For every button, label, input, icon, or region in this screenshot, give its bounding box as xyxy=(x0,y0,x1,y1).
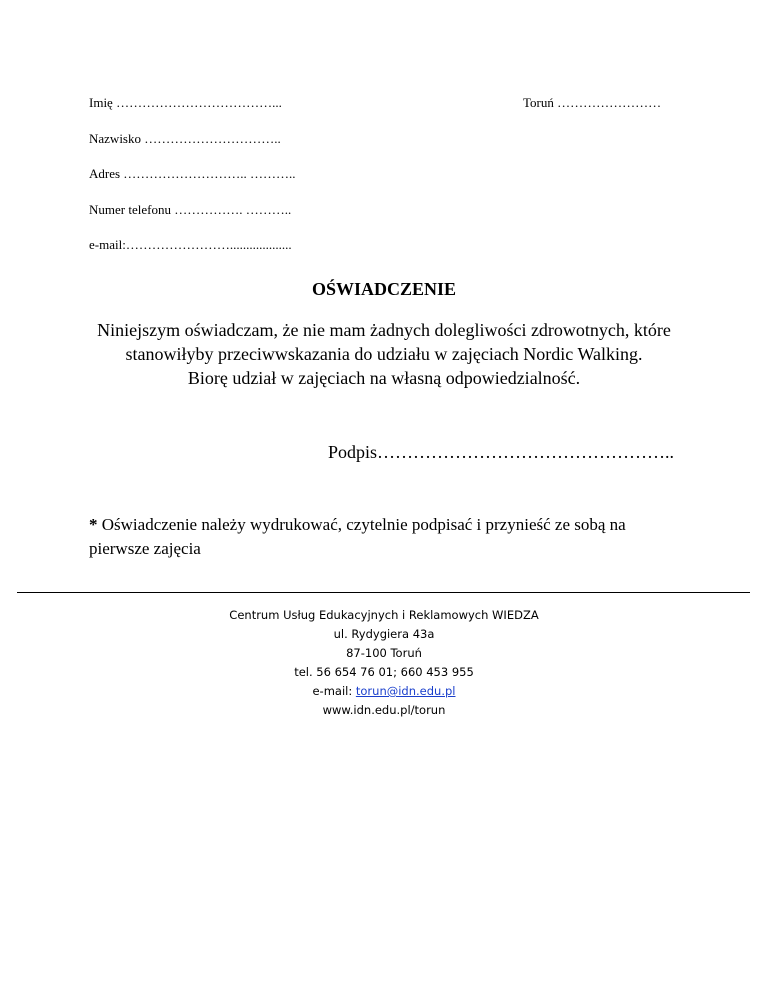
footer-org: Centrum Usług Edukacyjnych i Reklamowych WIEDZA xyxy=(229,608,539,622)
declaration-line-3: Biorę udział w zajęciach na własną odpowiedzialność. xyxy=(187,368,581,388)
declaration-line-2: stanowiłyby przeciwwskazania do udziału w zajęciach Nordic Walking. xyxy=(125,344,643,364)
declaration-line-1: Niniejszym oświadczam, że nie mam żadnych dolegliwości zdrowotnych, które xyxy=(97,320,671,340)
email-field: e-mail:……………………................... xyxy=(89,237,292,252)
address-field: Adres ……………………….. ……….. xyxy=(89,166,296,181)
footnote-asterisk: * xyxy=(89,515,98,534)
signature-line: Podpis………………………………………….. xyxy=(328,442,675,462)
footer-email-link[interactable]: torun@idn.edu.pl xyxy=(355,684,456,698)
footer-phone: tel. 56 654 76 01; 660 453 955 xyxy=(294,665,474,679)
phone-field: Numer telefonu ……………. ……….. xyxy=(89,202,292,217)
footnote xyxy=(89,513,689,561)
footer-email-row xyxy=(0,682,768,701)
footer-website: www.idn.edu.pl/torun xyxy=(322,703,446,717)
footer-email-label: e-mail: xyxy=(312,684,356,698)
document-title: OŚWIADCZENIE xyxy=(311,279,457,299)
footnote-text: Oświadczenie należy wydrukować, czytelnie podpisać i przynieść ze sobą na pierwsze zajęcia xyxy=(89,515,626,558)
declaration-body xyxy=(60,318,708,390)
place-field: Toruń …………………… xyxy=(523,95,662,110)
first-name-field: Imię ………………………………... xyxy=(89,95,282,110)
last-name-field: Nazwisko ………………………….. xyxy=(89,131,281,146)
footer-city: 87-100 Toruń xyxy=(346,646,422,660)
footer-divider xyxy=(17,592,750,593)
footer-street: ul. Rydygiera 43a xyxy=(333,627,435,641)
footer-contact xyxy=(0,606,768,720)
